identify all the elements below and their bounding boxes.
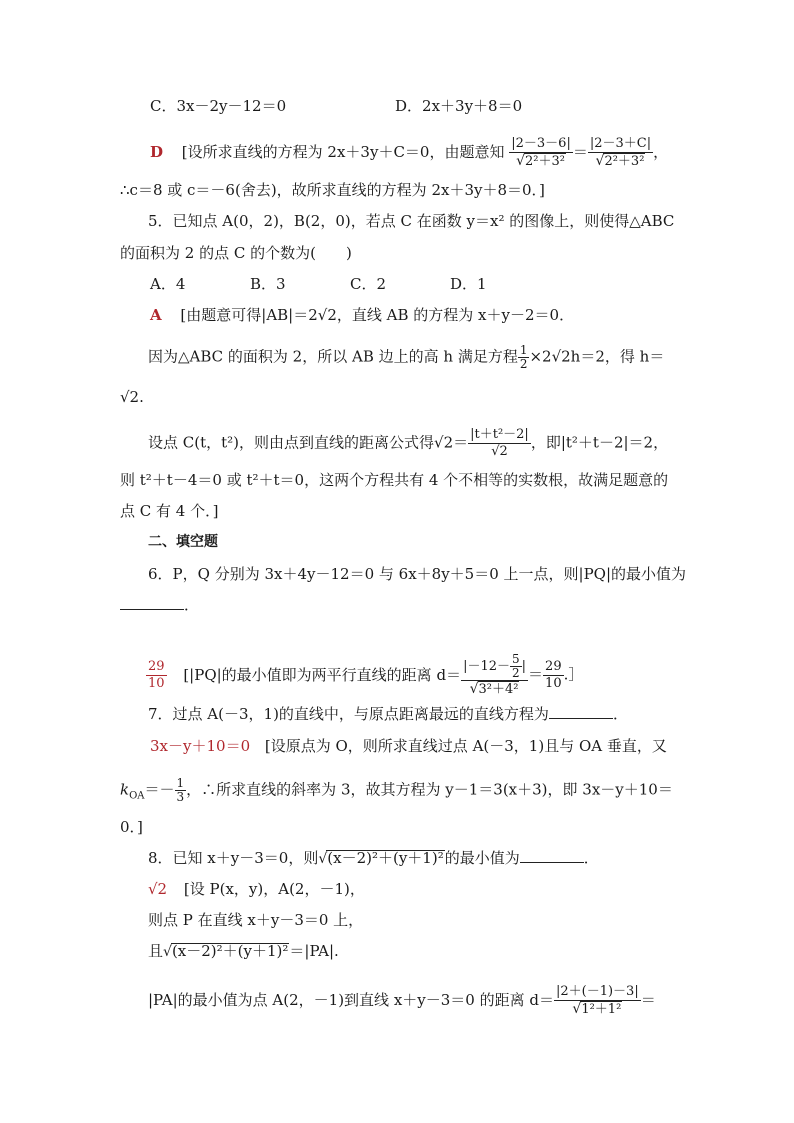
q6-answer-blank	[120, 595, 184, 610]
q5-half-fraction: $\frac{1}{2}$	[519, 343, 528, 371]
sqrt-icon: √	[318, 851, 328, 867]
sqrt-icon: √	[595, 153, 605, 169]
q8-solution-line2: 则点 P 在直线 x＋y－3＝0 上，	[148, 911, 364, 929]
q8-solution-line3: 且√(x－2)²＋(y＋1)²＝|PA|.	[148, 942, 339, 960]
q5-solution-line6: 点 C 有 4 个．]	[120, 502, 219, 520]
q5-solution-line5: 则 t²＋t－4＝0 或 t²＋t＝0，这两个方程共有 4 个不相等的实数根，故满足题意的	[120, 471, 669, 489]
q4-option-d: D．2x＋3y＋8＝0	[395, 97, 523, 115]
q6-stem-line1: 6．P，Q 分别为 3x＋4y－12＝0 与 6x＋8y＋5＝0 上一点，则|PQ|的最小值为	[148, 565, 687, 583]
q8-solution-line4: |PA|的最小值为点 A(2，－1)到直线 x＋y－3＝0 的距离 d＝ $\frac{|2+(-1)-3|}{\text{√1²＋1²}}$ ＝	[148, 984, 656, 1017]
q6-result-fraction: $\frac{29}{10}$	[545, 659, 562, 691]
q5-distance-fraction: $\frac{\text{|t＋t²－2|}}{√2}$	[470, 427, 529, 459]
q8-distance-fraction: $\frac{|2+(-1)-3|}{\text{√1²＋1²}}$	[555, 984, 639, 1017]
q8-stem: 8．已知 x＋y－3＝0，则√(x－2)²＋(y＋1)²的最小值为 ．	[148, 849, 599, 867]
q5-answer: A	[150, 306, 162, 324]
q8-answer-blank	[520, 848, 584, 863]
q7-solution-line3: 0．]	[120, 818, 143, 836]
q5-solution-line1: A [由题意可得|AB|＝2√2，直线 AB 的方程为 x＋y－2＝0．	[150, 306, 575, 324]
q4-option-c: C．3x－2y－12＝0	[150, 97, 287, 115]
q5-stem-line2: 的面积为 2 的点 C 的个数为( )	[120, 244, 352, 262]
q5-option-b: B．3	[250, 275, 286, 293]
q7-answer: 3x－y＋10＝0	[150, 737, 251, 755]
q5-option-d: D．1	[450, 275, 487, 293]
q4-answer: D	[150, 143, 164, 161]
sqrt-icon: √	[469, 681, 479, 697]
q7-slope-fraction: $\frac{1}{3}$	[176, 776, 185, 804]
q5-solution-line4: 设点 C(t，t²)，则由点到直线的距离公式得√2＝ $\frac{\text{|t＋t²－2|}}{√2}$ ，即|t²＋t－2|＝2，	[148, 427, 669, 459]
q7-stem: 7．过点 A(－3，1)的直线中，与原点距离最远的直线方程为 ．	[148, 705, 628, 723]
q4-solution-line1: D [设所求直线的方程为 2x＋3y＋C＝0，由题意知 $\frac{|2-3-6|}{\text{√2²＋3²}}$ ＝ $\frac{|2-3+C|}{\text{√2²＋3²}}$ ，	[150, 136, 669, 169]
q6-stem-line2: ．	[120, 595, 199, 615]
sqrt-icon: √	[516, 153, 526, 169]
q6-distance-fraction: |－12－ $\frac{5}{2}$ | √3²＋4²	[463, 652, 527, 697]
q8-solution-line1: √2 [设 P(x，y)，A(2，－1)，	[148, 880, 365, 898]
q5-option-c: C．2	[350, 275, 387, 293]
q7-solution-line2: $k_{OA}=-$ $\frac{1}{3}$ ，∴所求直线的斜率为 3，故其方程为 y－1＝3(x＋3)，即 3x－y＋10＝	[120, 776, 673, 804]
q6-solution: $\frac{29}{10}$ [|PQ|的最小值即为两平行直线的距离 d＝ |－12－ $\frac{5}{2}$ | √3²＋4² ＝ $\frac{29}{10}$ .］	[148, 652, 584, 697]
sqrt-icon: √	[572, 1001, 582, 1017]
q4-fraction-1: $\frac{|2-3-6|}{\text{√2²＋3²}}$	[511, 136, 571, 169]
q7-solution-line1: 3x－y＋10＝0 [设原点为 O，则所求直线过点 A(－3，1)且与 OA 垂直，又	[150, 737, 667, 755]
q7-answer-blank	[549, 704, 613, 719]
q4-solution-text: [设所求直线的方程为 2x＋3y＋C＝0，由题意知	[181, 143, 505, 161]
q4-fraction-2: $\frac{|2-3+C|}{\text{√2²＋3²}}$	[589, 136, 652, 169]
section-title: 二、填空题	[148, 534, 218, 550]
q6-answer: $\frac{29}{10}$	[148, 659, 165, 691]
sqrt-icon: √	[163, 944, 172, 960]
q5-stem-line1: 5．已知点 A(0，2)，B(2，0)，若点 C 在函数 y＝x² 的图像上，则使得△ABC	[148, 212, 675, 230]
q5-option-a: A．4	[150, 275, 186, 293]
q4-solution-line2: ∴c＝8 或 c＝－6(舍去)，故所求直线的方程为 2x＋3y＋8＝0．]	[120, 181, 545, 199]
q5-solution-line3: √2.	[120, 388, 144, 406]
q8-answer: √2	[148, 880, 168, 898]
q5-solution-line2: 因为△ABC 的面积为 2，所以 AB 边上的高 h 满足方程 $\frac{1}{2}$ ×2√2h＝2，得 h＝	[148, 343, 665, 371]
